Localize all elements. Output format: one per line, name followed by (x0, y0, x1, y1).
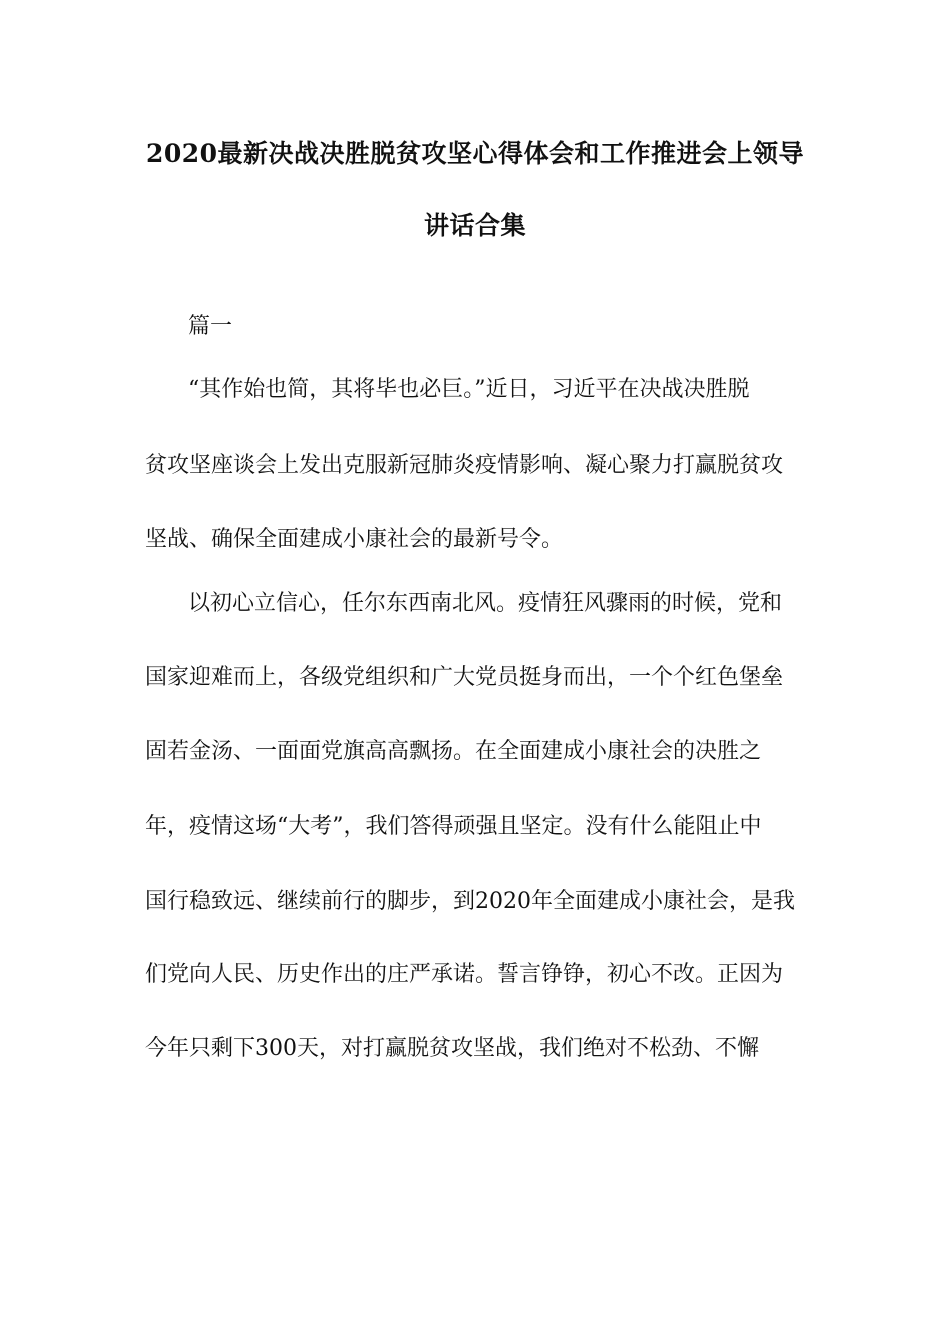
section-heading: 篇一 (188, 314, 233, 339)
paragraph-2-line-6: 们党向人民、历史作出的庄严承诺。誓言铮铮，初心不改。正因为 (145, 962, 784, 987)
paragraph-2-line-5: 国行稳致远、继续前行的脚步，到2020年全面建成小康社会，是我 (145, 889, 795, 914)
paragraph-2-line-4: 年，疫情这场“大考”，我们答得顽强且坚定。没有什么能阻止中 (145, 814, 762, 839)
paragraph-2-line-3: 固若金汤、一面面党旗高高飘扬。在全面建成小康社会的决胜之 (145, 739, 762, 764)
paragraph-1-line-1: “其作始也简，其将毕也必巨。”近日，习近平在决战决胜脱 (188, 377, 750, 402)
paragraph-2-line-2: 国家迎难而上，各级党组织和广大党员挺身而出，一个个红色堡垒 (145, 665, 784, 690)
document-title-line-1: 2020最新决战决胜脱贫攻坚心得体会和工作推进会上领导 (145, 139, 805, 168)
paragraph-1-line-3: 坚战、确保全面建成小康社会的最新号令。 (145, 527, 564, 552)
paragraph-2-line-1: 以初心立信心，任尔东西南北风。疫情狂风骤雨的时候，党和 (188, 591, 783, 616)
document-title-line-2: 讲话合集 (423, 211, 526, 240)
paragraph-2-line-7: 今年只剩下300天，对打赢脱贫攻坚战，我们绝对不松劲、不懈 (145, 1036, 759, 1061)
paragraph-1-line-2: 贫攻坚座谈会上发出克服新冠肺炎疫情影响、凝心聚力打赢脱贫攻 (145, 453, 784, 478)
